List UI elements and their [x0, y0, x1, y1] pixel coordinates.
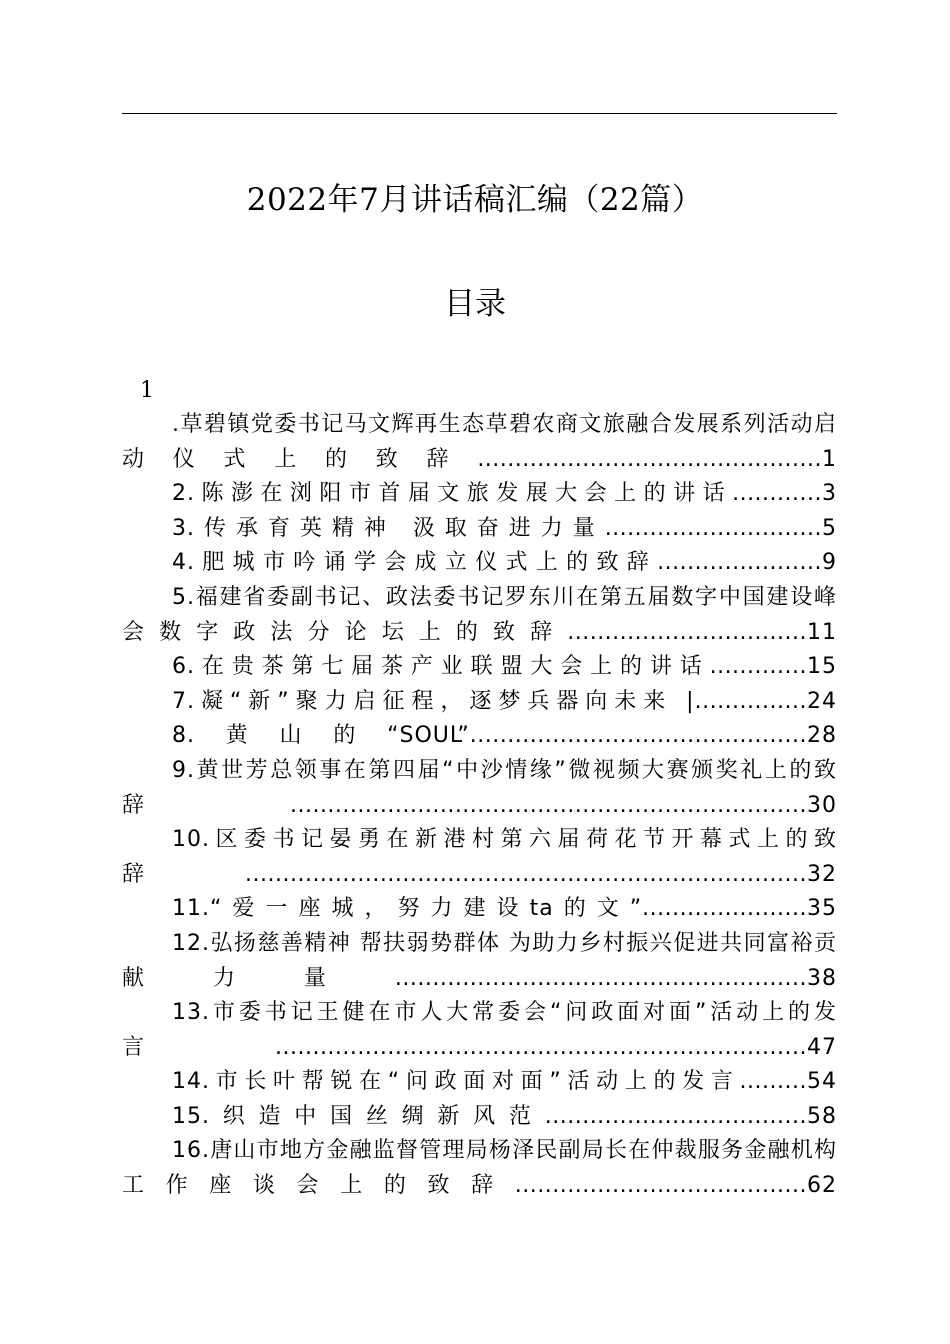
toc-leader-dots: .......................................................................: [274, 1034, 807, 1060]
toc-entry-title: 11.“爱一座城，努力建设ta的文”: [172, 896, 643, 922]
toc-leader-dots: ................................: [567, 619, 807, 645]
toc-leader-dots: .............................: [604, 515, 822, 541]
toc-leader-dots: .....................................................................: [289, 792, 807, 818]
toc-leader-dots: .........: [739, 1069, 807, 1095]
toc-page-number: 24: [807, 688, 837, 714]
document-title: 2022年7月讲话稿汇编（22篇）: [246, 182, 704, 218]
toc-entry-title: 4.肥城市吟诵学会成立仪式上的致辞: [172, 550, 658, 576]
toc-page-number: 30: [807, 792, 837, 818]
toc-entry-title: 12.弘扬慈善精神 帮扶弱势群体 为助力乡村振兴促进共同富裕贡献力量: [122, 930, 837, 991]
toc-entry-title: 13.市委书记王健在市人大常委会“问政面对面”活动上的发言: [122, 1000, 837, 1060]
toc-page-number: 28: [807, 723, 837, 749]
toc-page-number: 5: [822, 515, 837, 541]
toc-leader-dots: ......................: [642, 896, 807, 922]
toc-entry[interactable]: [122, 408, 837, 477]
toc-page-number: 3: [822, 481, 837, 507]
toc-entry[interactable]: [122, 477, 837, 512]
toc-entry[interactable]: [122, 546, 837, 581]
toc-leader-dots: .............: [709, 654, 807, 680]
toc-entry-title: 8.黄山的“SOUL”: [172, 723, 470, 749]
toc-entry-title: 14.市长叶帮锐在“问政面对面”活动上的发言: [172, 1069, 740, 1095]
toc-entry[interactable]: [122, 823, 837, 892]
toc-entry[interactable]: [122, 1100, 837, 1135]
toc-entry-title: .草碧镇党委书记马文辉再生态草碧农商文旅融合发展系列活动启动仪式上的致辞: [122, 412, 837, 472]
toc-entry[interactable]: [122, 512, 837, 547]
toc-entry[interactable]: [122, 581, 837, 650]
toc-entry[interactable]: [122, 1065, 837, 1100]
toc-entry[interactable]: [122, 719, 837, 754]
toc-leader-dots: ..............................................: [477, 446, 822, 472]
toc-heading: 目录: [444, 286, 506, 322]
toc-leader-dots: .......................................................: [394, 965, 807, 991]
header-rule: [122, 113, 837, 114]
toc-page-number: 38: [807, 965, 837, 991]
toc-entry-title: 16.唐山市地方金融监督管理局杨泽民副局长在仲裁服务金融机构工作座谈会上的致辞: [122, 1138, 837, 1199]
toc-entry[interactable]: [122, 892, 837, 927]
toc-leader-dots: ...................................: [544, 1103, 807, 1129]
toc-entry[interactable]: [122, 996, 837, 1065]
toc-page-number: 11: [807, 619, 837, 645]
toc-page-number: 54: [807, 1069, 837, 1095]
toc-page-number: 32: [807, 861, 837, 887]
toc-page-number: 1: [822, 446, 837, 472]
toc-entry[interactable]: [122, 685, 837, 720]
toc-entry-title: 9.黄世芳总领事在第四届“中沙情缘”微视频大赛颁奖礼上的致辞: [122, 757, 837, 818]
toc-leader-dots: ............: [732, 481, 822, 507]
toc-entry[interactable]: [122, 1134, 837, 1203]
toc-leader-dots: ...............: [694, 688, 807, 714]
toc-entry[interactable]: [122, 650, 837, 685]
toc-page-number: 35: [807, 896, 837, 922]
toc-entry[interactable]: [122, 927, 837, 996]
toc-page-number: 62: [807, 1173, 837, 1199]
toc-entry-title: 5.福建省委副书记、政法委书记罗东川在第五届数字中国建设峰会数字政法分论坛上的致辞: [122, 584, 837, 645]
toc-entry-title: 3.传承育英精神 汲取奋进力量: [172, 515, 605, 541]
toc-leader-dots: ...........................................................................: [245, 861, 807, 887]
toc-first-entry-number: 1: [140, 378, 154, 403]
toc-entry[interactable]: [122, 754, 837, 823]
toc-list: [122, 408, 837, 1204]
toc-page-number: 47: [807, 1034, 837, 1060]
toc-entry-title: 7.凝“新”聚力启征程，逐梦兵器向未来 |: [172, 688, 695, 714]
toc-entry-title: 15.织造中国丝绸新风范: [172, 1103, 545, 1129]
toc-entry-title: 6.在贵茶第七届茶产业联盟大会上的讲话: [172, 654, 710, 680]
toc-entry-title: 2.陈澎在浏阳市首届文旅发展大会上的讲话: [172, 481, 733, 507]
toc-page-number: 58: [807, 1103, 837, 1129]
toc-page-number: 9: [822, 550, 837, 576]
toc-entry-title: 10.区委书记晏勇在新港村第六届荷花节开幕式上的致辞: [122, 827, 837, 887]
toc-page-number: 15: [807, 654, 837, 680]
toc-leader-dots: .......................................: [514, 1173, 807, 1199]
toc-leader-dots: .............................................: [469, 723, 807, 749]
toc-leader-dots: ......................: [657, 550, 822, 576]
